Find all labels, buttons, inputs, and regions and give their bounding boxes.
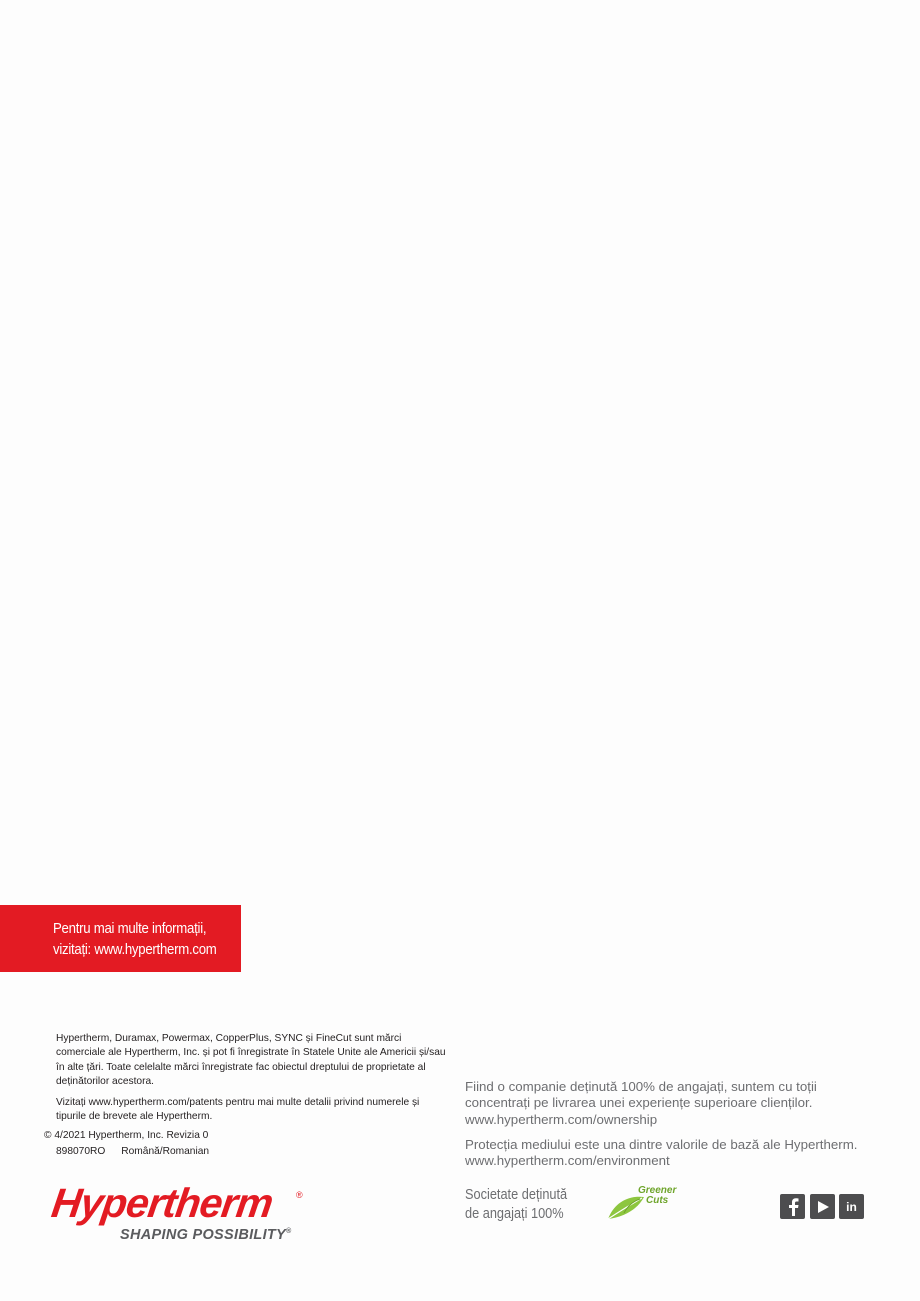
greener-cuts-logo <box>604 1183 684 1223</box>
legal-notice <box>56 1032 446 1132</box>
banner-line-2[interactable]: vizitați: www.hypertherm.com <box>53 941 217 958</box>
employee-owned-badge <box>465 1186 567 1224</box>
environment-text: Protecția mediului este una dintre valorile de bază ale Hypertherm. <box>465 1136 858 1152</box>
logo-wordmark: Hypertherm <box>48 1180 276 1226</box>
linkedin-icon[interactable]: in <box>839 1194 864 1219</box>
badge-line-1: Societate deținută <box>465 1187 568 1203</box>
leaf-icon <box>604 1183 684 1223</box>
copyright-block <box>44 1128 209 1160</box>
facebook-icon[interactable] <box>780 1194 805 1219</box>
company-values <box>465 1079 885 1178</box>
banner-line-1: Pentru mai multe informații, <box>53 920 207 937</box>
logo-tagline: SHAPING POSSIBILITY® <box>120 1227 292 1243</box>
greener-text: Greener <box>638 1185 677 1196</box>
language-label: Română/Romanian <box>121 1146 210 1157</box>
ownership-link[interactable]: www.hypertherm.com/ownership <box>465 1111 658 1127</box>
badge-line-2: de angajați 100% <box>465 1206 564 1222</box>
environment-link[interactable]: www.hypertherm.com/environment <box>465 1153 670 1169</box>
youtube-icon[interactable] <box>810 1194 835 1219</box>
trademark-notice: Hypertherm, Duramax, Powermax, CopperPlus, SYNC și FineCut sunt mărci comerciale ale Hypertherm, Inc. și pot fi înregistrate în Statele Unite ale Americii și/sau în alte țări. Toate celelalte mărci înregistrate fac obiectul dreptului de proprietate al deținătorilor acestora. <box>56 1033 446 1087</box>
cuts-text: Cuts <box>646 1195 669 1206</box>
ownership-text: Fiind o companie deținută 100% de angajați, suntem cu toții concentrați pe livrarea unei experiențe superioare clienților. <box>465 1079 817 1111</box>
contact-banner <box>0 905 241 972</box>
patent-notice: Vizitați www.hypertherm.com/patents pentru mai multe detalii privind numerele și tipurile de brevete ale Hypertherm. <box>56 1097 420 1123</box>
logo-registered-mark: ® <box>296 1190 303 1200</box>
hypertherm-logo <box>48 1180 312 1250</box>
part-number: 898070RO <box>56 1146 106 1157</box>
copyright-text: © 4/2021 Hypertherm, Inc. Revizia 0 <box>44 1130 209 1141</box>
